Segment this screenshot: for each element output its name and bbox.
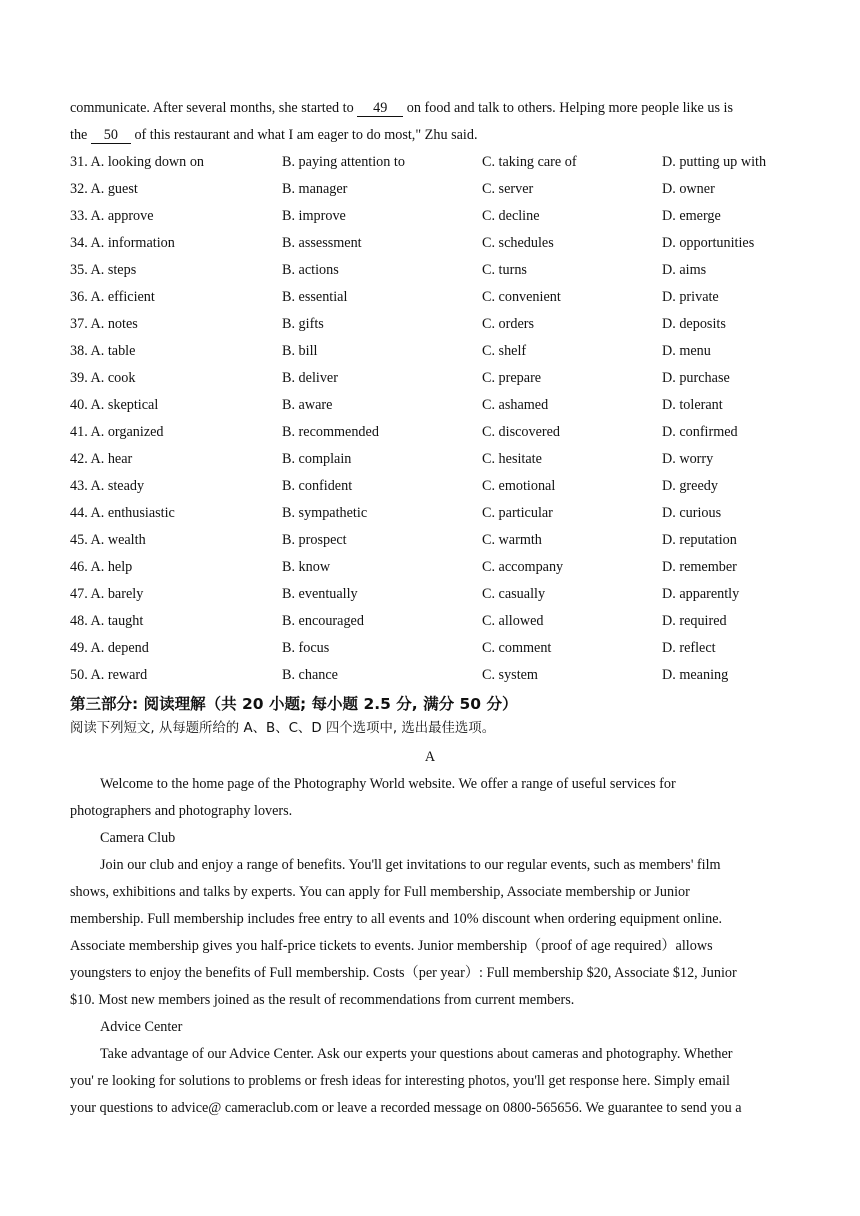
option-c: C. schedules bbox=[482, 235, 554, 251]
text-segment: communicate. After several months, she started to bbox=[70, 100, 358, 116]
option-a: A. steps bbox=[90, 262, 137, 278]
question-row bbox=[70, 557, 800, 577]
camera-club-line-3: membership. Full membership includes free entry to all events and 10% discount when ordering equipment online. bbox=[70, 911, 723, 927]
question-number: 31. bbox=[70, 154, 88, 170]
option-d: D. deposits bbox=[662, 316, 726, 332]
option-b: B. gifts bbox=[282, 316, 324, 332]
option-d: D. greedy bbox=[662, 478, 718, 494]
question-number: 33. bbox=[70, 208, 88, 224]
option-d: D. tolerant bbox=[662, 397, 723, 413]
passage-label: A bbox=[424, 749, 436, 765]
option-d: D. worry bbox=[662, 451, 714, 467]
option-b: B. actions bbox=[282, 262, 339, 278]
question-label bbox=[70, 152, 204, 172]
question-row bbox=[70, 395, 800, 415]
intro-paragraph-line-2: photographers and photography lovers. bbox=[70, 803, 293, 819]
option-b: B. sympathetic bbox=[282, 505, 368, 521]
option-d: D. aims bbox=[662, 262, 707, 278]
option-a: A. taught bbox=[90, 613, 144, 629]
camera-club-line-6: $10. Most new members joined as the result of recommendations from current members. bbox=[70, 992, 575, 1008]
question-row bbox=[70, 422, 800, 442]
question-row bbox=[70, 152, 800, 172]
question-label bbox=[70, 584, 143, 604]
option-d: D. owner bbox=[662, 181, 715, 197]
question-number: 32. bbox=[70, 181, 88, 197]
passage-continuation-line-1 bbox=[70, 98, 800, 118]
option-a: A. looking down on bbox=[90, 154, 204, 170]
option-c: C. decline bbox=[482, 208, 540, 224]
question-row bbox=[70, 638, 800, 658]
option-b: B. focus bbox=[282, 640, 330, 656]
option-b: B. paying attention to bbox=[282, 154, 405, 170]
option-c: C. shelf bbox=[482, 343, 527, 359]
option-b: B. bill bbox=[282, 343, 318, 359]
text-segment: of this restaurant and what I am eager to do most," Zhu said. bbox=[130, 127, 478, 143]
question-row bbox=[70, 476, 800, 496]
option-c: C. orders bbox=[482, 316, 535, 332]
question-row bbox=[70, 530, 800, 550]
option-a: A. table bbox=[90, 343, 136, 359]
option-a: A. approve bbox=[90, 208, 154, 224]
question-number: 40. bbox=[70, 397, 88, 413]
option-a: A. barely bbox=[90, 586, 144, 602]
option-b: B. complain bbox=[282, 451, 352, 467]
option-d: D. apparently bbox=[662, 586, 740, 602]
option-b: B. improve bbox=[282, 208, 346, 224]
question-label bbox=[70, 206, 154, 226]
question-label bbox=[70, 395, 158, 415]
option-d: D. menu bbox=[662, 343, 711, 359]
question-row bbox=[70, 368, 800, 388]
question-label bbox=[70, 476, 144, 496]
option-c: C. accompany bbox=[482, 559, 564, 575]
text-segment: the bbox=[70, 127, 91, 143]
option-c: C. discovered bbox=[482, 424, 561, 440]
option-c: C. allowed bbox=[482, 613, 544, 629]
question-number: 36. bbox=[70, 289, 88, 305]
question-number: 46. bbox=[70, 559, 88, 575]
option-a: A. enthusiastic bbox=[90, 505, 175, 521]
option-c: C. warmth bbox=[482, 532, 542, 548]
option-d: D. meaning bbox=[662, 667, 729, 683]
question-label bbox=[70, 422, 164, 442]
option-b: B. encouraged bbox=[282, 613, 364, 629]
option-b: B. manager bbox=[282, 181, 348, 197]
section-instruction: 阅读下列短文, 从每题所给的 A、B、C、D 四个选项中, 选出最佳选项。 bbox=[70, 721, 496, 736]
option-b: B. deliver bbox=[282, 370, 338, 386]
question-row bbox=[70, 665, 800, 685]
question-label bbox=[70, 233, 175, 253]
blank-50: 50 bbox=[91, 128, 131, 144]
camera-club-line-4: Associate membership gives you half-price tickets to events. Junior membership（proof of age required）allows bbox=[70, 938, 713, 954]
option-c: C. turns bbox=[482, 262, 527, 278]
option-d: D. reputation bbox=[662, 532, 737, 548]
question-number: 42. bbox=[70, 451, 88, 467]
option-b: B. prospect bbox=[282, 532, 347, 548]
camera-club-line-2: shows, exhibitions and talks by experts. You can apply for Full membership, Associate membership or Junior bbox=[70, 884, 690, 900]
option-d: D. emerge bbox=[662, 208, 721, 224]
question-row bbox=[70, 449, 800, 469]
option-c: C. emotional bbox=[482, 478, 556, 494]
advice-center-line-3: your questions to advice@ cameraclub.com or leave a recorded message on 0800-565656. We guarantee to send you a bbox=[70, 1100, 742, 1116]
question-number: 43. bbox=[70, 478, 88, 494]
advice-center-title: Advice Center bbox=[100, 1019, 183, 1035]
option-c: C. convenient bbox=[482, 289, 561, 305]
option-c: C. system bbox=[482, 667, 538, 683]
blank-49: 49 bbox=[357, 101, 403, 117]
option-d: D. remember bbox=[662, 559, 737, 575]
question-number: 49. bbox=[70, 640, 88, 656]
question-label bbox=[70, 611, 143, 631]
option-b: B. aware bbox=[282, 397, 333, 413]
option-c: C. taking care of bbox=[482, 154, 577, 170]
option-c: C. prepare bbox=[482, 370, 542, 386]
question-number: 47. bbox=[70, 586, 88, 602]
question-label bbox=[70, 530, 146, 550]
question-row bbox=[70, 611, 800, 631]
question-number: 44. bbox=[70, 505, 88, 521]
option-a: A. efficient bbox=[90, 289, 155, 305]
question-row bbox=[70, 287, 800, 307]
option-d: D. opportunities bbox=[662, 235, 755, 251]
question-label bbox=[70, 368, 135, 388]
option-a: A. guest bbox=[90, 181, 138, 197]
passage-continuation-line-2 bbox=[70, 125, 800, 145]
option-a: A. reward bbox=[90, 667, 148, 683]
advice-center-line-1: Take advantage of our Advice Center. Ask our experts your questions about cameras and photography. Whether bbox=[100, 1046, 733, 1062]
option-d: D. required bbox=[662, 613, 727, 629]
question-number: 48. bbox=[70, 613, 88, 629]
option-b: B. confident bbox=[282, 478, 353, 494]
option-a: A. hear bbox=[90, 451, 133, 467]
option-b: B. eventually bbox=[282, 586, 358, 602]
option-c: C. server bbox=[482, 181, 534, 197]
question-number: 50. bbox=[70, 667, 88, 683]
camera-club-title: Camera Club bbox=[100, 830, 176, 846]
option-b: B. essential bbox=[282, 289, 348, 305]
intro-paragraph-line-1: Welcome to the home page of the Photography World website. We offer a range of useful services for bbox=[100, 776, 676, 792]
option-a: A. cook bbox=[90, 370, 136, 386]
section-heading: 第三部分: 阅读理解（共 20 小题; 每小题 2.5 分, 满分 50 分） bbox=[70, 695, 518, 713]
option-c: C. casually bbox=[482, 586, 546, 602]
question-label bbox=[70, 449, 132, 469]
option-a: A. wealth bbox=[90, 532, 146, 548]
option-c: C. particular bbox=[482, 505, 553, 521]
question-label bbox=[70, 179, 138, 199]
option-d: D. putting up with bbox=[662, 154, 767, 170]
option-a: A. help bbox=[90, 559, 133, 575]
option-a: A. depend bbox=[90, 640, 149, 656]
text-segment: on food and talk to others. Helping more people like us is bbox=[403, 100, 734, 116]
question-row bbox=[70, 179, 800, 199]
option-d: D. reflect bbox=[662, 640, 716, 656]
question-label bbox=[70, 260, 136, 280]
question-number: 39. bbox=[70, 370, 88, 386]
question-label bbox=[70, 341, 135, 361]
option-b: B. chance bbox=[282, 667, 338, 683]
question-row bbox=[70, 503, 800, 523]
question-label bbox=[70, 638, 149, 658]
question-number: 38. bbox=[70, 343, 88, 359]
option-a: A. skeptical bbox=[90, 397, 159, 413]
question-label bbox=[70, 287, 155, 307]
question-row bbox=[70, 584, 800, 604]
option-c: C. comment bbox=[482, 640, 552, 656]
option-c: C. ashamed bbox=[482, 397, 549, 413]
question-row bbox=[70, 314, 800, 334]
question-label bbox=[70, 665, 147, 685]
option-d: D. confirmed bbox=[662, 424, 738, 440]
question-number: 41. bbox=[70, 424, 88, 440]
option-b: B. know bbox=[282, 559, 331, 575]
question-row bbox=[70, 260, 800, 280]
option-a: A. information bbox=[90, 235, 175, 251]
advice-center-line-2: you' re looking for solutions to problems or fresh ideas for interesting photos, you'll get response here. Simply email bbox=[70, 1073, 730, 1089]
question-row bbox=[70, 341, 800, 361]
question-number: 37. bbox=[70, 316, 88, 332]
question-row bbox=[70, 206, 800, 226]
option-a: A. steady bbox=[90, 478, 145, 494]
option-d: D. curious bbox=[662, 505, 722, 521]
option-b: B. assessment bbox=[282, 235, 362, 251]
question-number: 35. bbox=[70, 262, 88, 278]
option-b: B. recommended bbox=[282, 424, 379, 440]
option-a: A. notes bbox=[90, 316, 138, 332]
question-row bbox=[70, 233, 800, 253]
camera-club-line-5: youngsters to enjoy the benefits of Full membership. Costs（per year）: Full membership $20, Associate $12, Junior bbox=[70, 965, 737, 981]
question-number: 34. bbox=[70, 235, 88, 251]
question-number: 45. bbox=[70, 532, 88, 548]
option-d: D. purchase bbox=[662, 370, 730, 386]
option-a: A. organized bbox=[90, 424, 164, 440]
question-label bbox=[70, 557, 132, 577]
option-c: C. hesitate bbox=[482, 451, 542, 467]
camera-club-line-1: Join our club and enjoy a range of benefits. You'll get invitations to our regular events, such as members' film bbox=[100, 857, 721, 873]
question-label bbox=[70, 503, 175, 523]
question-label bbox=[70, 314, 138, 334]
option-d: D. private bbox=[662, 289, 719, 305]
